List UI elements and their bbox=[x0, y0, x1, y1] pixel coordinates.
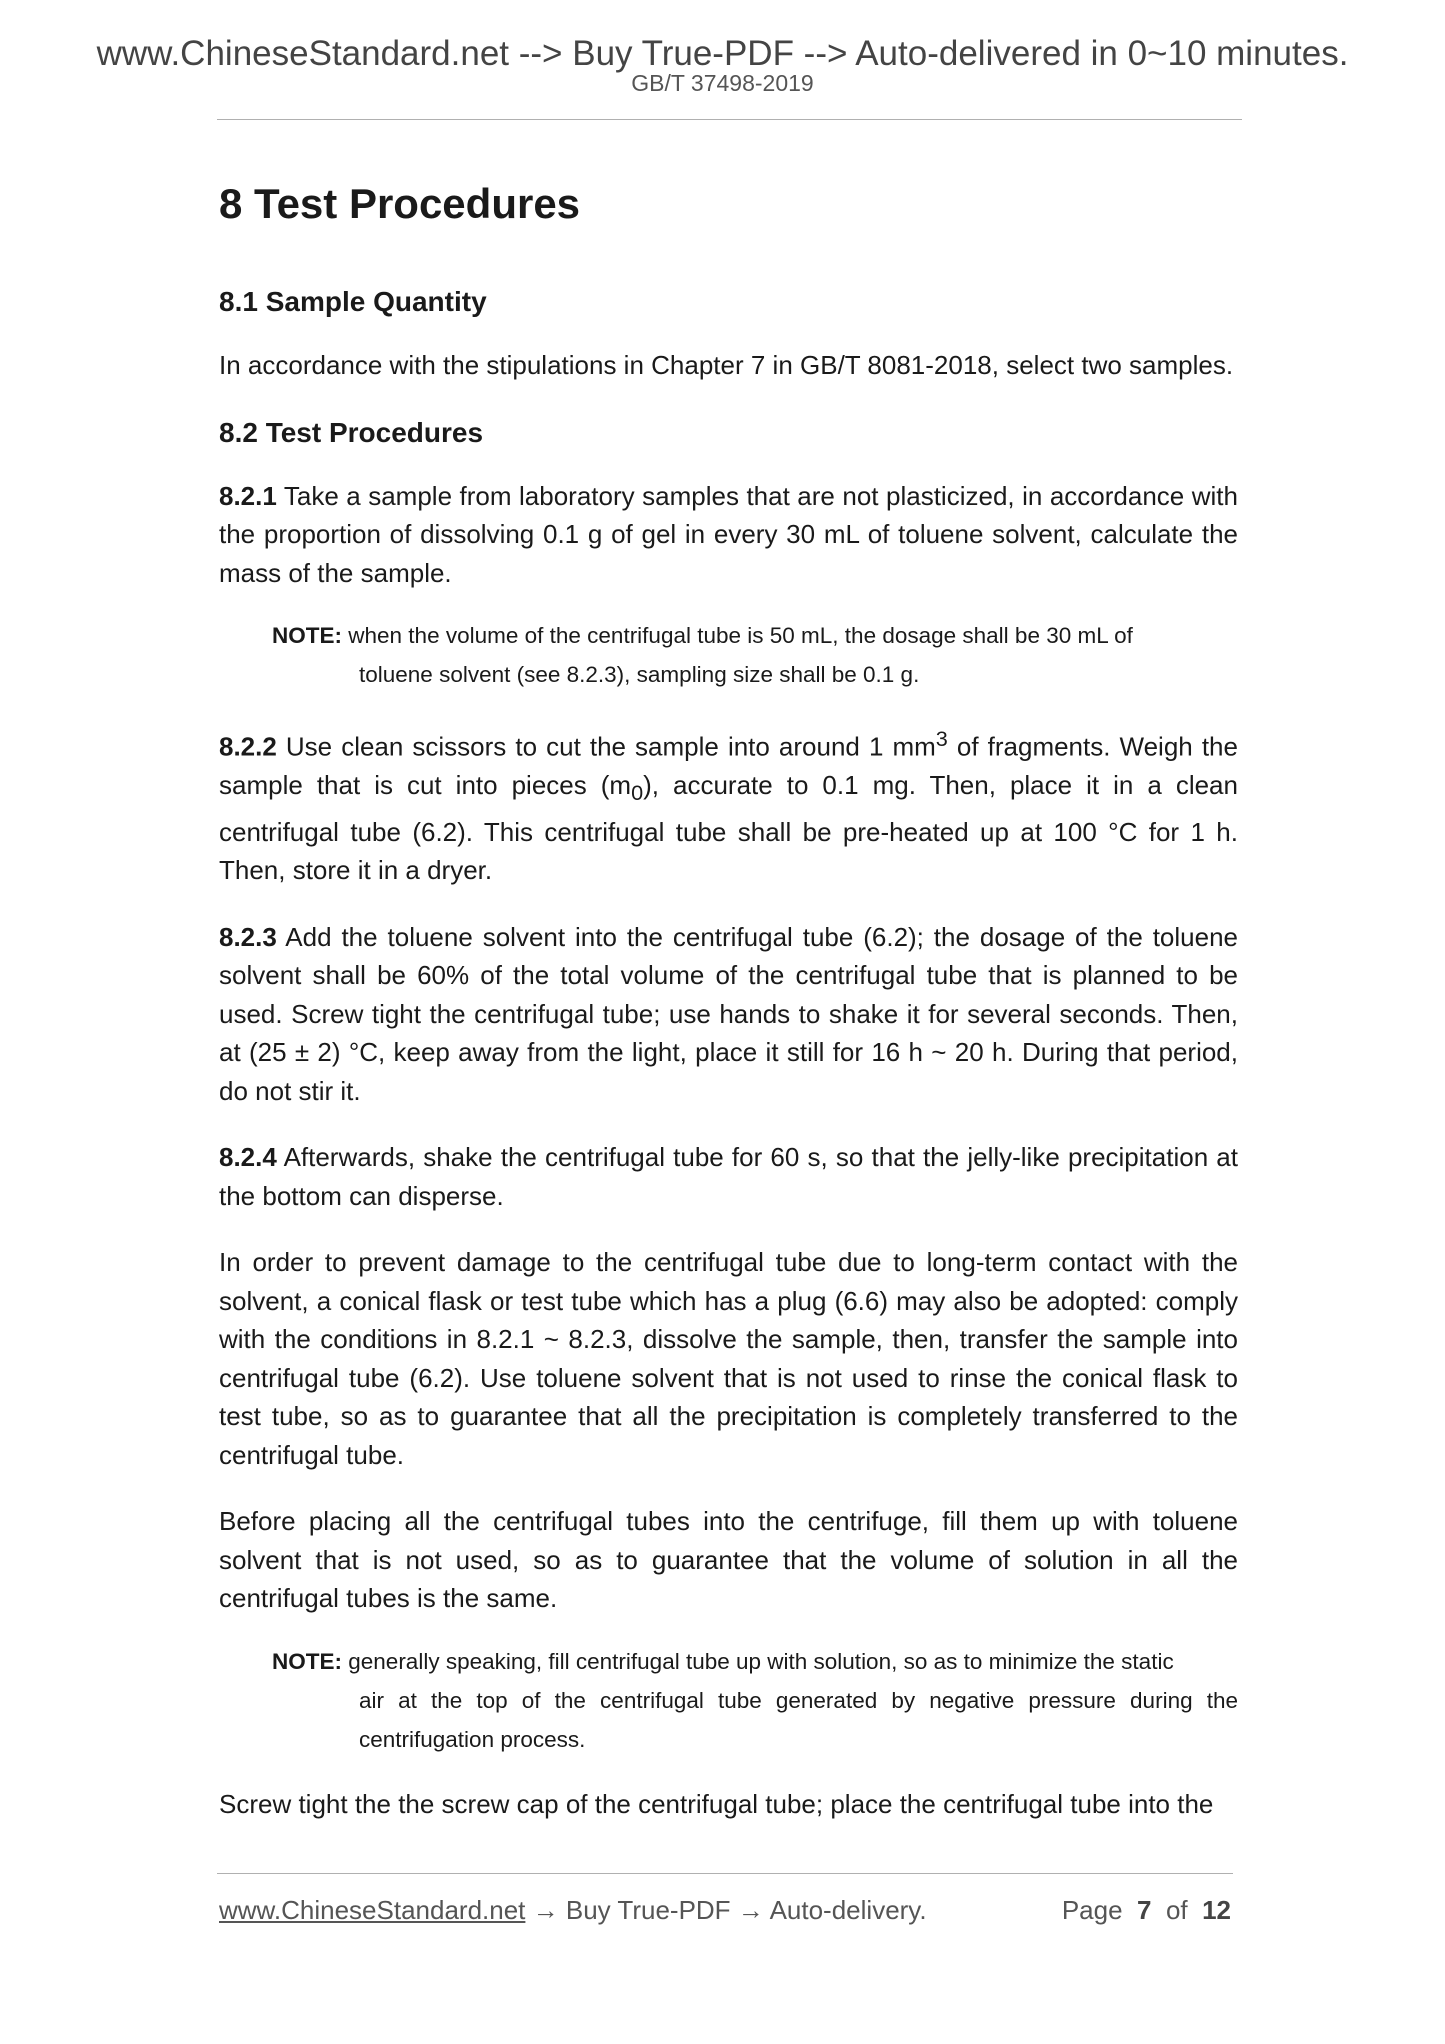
clause-text: Afterwards, shake the centrifugal tube for 60 s, so that the jelly-like precipitation at the bottom can disperse. bbox=[219, 1142, 1238, 1211]
page-label: Page bbox=[1061, 1895, 1123, 1925]
clause-number: 8.2.2 bbox=[219, 731, 277, 762]
subscript: 0 bbox=[631, 780, 644, 806]
note-label: NOTE: bbox=[272, 1648, 342, 1674]
top-banner: www.ChineseStandard.net --> Buy True-PDF --> Auto-delivered in 0~10 minutes. bbox=[96, 34, 1349, 73]
clause-8-2-3 bbox=[219, 918, 1238, 1111]
note-label: NOTE: bbox=[272, 623, 342, 648]
note-text-continuation: toluene solvent (see 8.2.3), sampling size shall be 0.1 g. bbox=[359, 662, 920, 687]
note-2 bbox=[272, 1642, 1238, 1759]
clause-text-c: ), accurate to 0.1 mg. Then, place it in a clean centrifugal tube (6.2). This centrifugal tube shall be pre-heated up at 100 °C for 1 h. Then, store it in a dryer. bbox=[219, 770, 1238, 886]
clause-text-a: Use clean scissors to cut the sample into around 1 mm bbox=[285, 731, 936, 762]
note-text-first-line: generally speaking, fill centrifugal tube up with solution, so as to minimize the static bbox=[348, 1648, 1174, 1674]
footer-divider bbox=[217, 1873, 1233, 1874]
header-divider bbox=[217, 119, 1242, 120]
standard-code: GB/T 37498-2019 bbox=[631, 70, 814, 96]
paragraph-before-centrifuge: Before placing all the centrifugal tubes into the centrifuge, fill them up with toluene solvent that is not used, so as to guarantee that the volume of solution in all the centrifugal tubes is the same. bbox=[219, 1506, 1238, 1614]
paragraph-screw-tight: Screw tight the the screw cap of the centrifugal tube; place the centrifugal tube into the bbox=[219, 1788, 1214, 1819]
page-of: of bbox=[1165, 1895, 1188, 1925]
clause-number: 8.2.3 bbox=[219, 921, 277, 952]
footer-tagline: → Buy True-PDF → Auto-delivery. bbox=[525, 1895, 927, 1925]
clause-text: Add the toluene solvent into the centrifugal tube (6.2); the dosage of the toluene solvent shall be 60% of the total volume of the centrifugal tube that is planned to be used. Screw tight the centrifugal tube; use hands to shake it for several seconds. Then, at (25 ± 2) °C, keep away from the light, place it still for 16 h ~ 20 h. During that period, do not stir it. bbox=[219, 921, 1238, 1106]
page-total: 12 bbox=[1202, 1895, 1231, 1925]
superscript: 3 bbox=[935, 726, 948, 751]
paragraph-prevent-damage: In order to prevent damage to the centrifugal tube due to long-term contact with the solvent, a conical flask or test tube which has a plug (6.6) may also be adopted: comply with the conditions in 8.2.1 ~ 8.2.3, dissolve the sample, then, transfer the sample into centrifugal tube (6.2). Use toluene solvent that is not used to rinse the conical flask to test tube, so as to guarantee that all the precipitation is completely transferred to the centrifugal tube. bbox=[219, 1247, 1238, 1470]
clause-number: 8.2.4 bbox=[219, 1142, 277, 1173]
section-8-1-text: In accordance with the stipulations in Chapter 7 in GB/T 8081-2018, select two samples. bbox=[219, 350, 1234, 380]
clause-8-2-1 bbox=[219, 477, 1238, 593]
section-8-1-heading: 8.1 Sample Quantity bbox=[219, 286, 487, 317]
clause-text-b: of fragments. Weigh the sample that is cut into pieces (m bbox=[219, 731, 1238, 801]
page-indicator bbox=[1062, 1895, 1231, 1926]
clause-8-2-2 bbox=[219, 720, 1238, 890]
footer-left bbox=[219, 1895, 927, 1926]
clause-8-2-4 bbox=[219, 1138, 1238, 1215]
note-text-first-line: when the volume of the centrifugal tube is 50 mL, the dosage shall be 30 mL of bbox=[348, 623, 1133, 648]
clause-number: 8.2.1 bbox=[219, 480, 277, 511]
chapter-title: 8 Test Procedures bbox=[219, 180, 581, 227]
note-text-continuation: air at the top of the centrifugal tube generated by negative pressure during the centrifugation process. bbox=[359, 1687, 1238, 1752]
note-1 bbox=[272, 616, 1238, 694]
clause-text: Take a sample from laboratory samples that are not plasticized, in accordance with the proportion of dissolving 0.1 g of gel in every 30 mL of toluene solvent, calculate the mass of the sample. bbox=[219, 480, 1238, 588]
page-content bbox=[219, 176, 1238, 1851]
footer-site-link[interactable]: www.ChineseStandard.net bbox=[219, 1895, 526, 1925]
section-8-2-heading: 8.2 Test Procedures bbox=[219, 416, 484, 448]
page-current: 7 bbox=[1137, 1895, 1152, 1925]
